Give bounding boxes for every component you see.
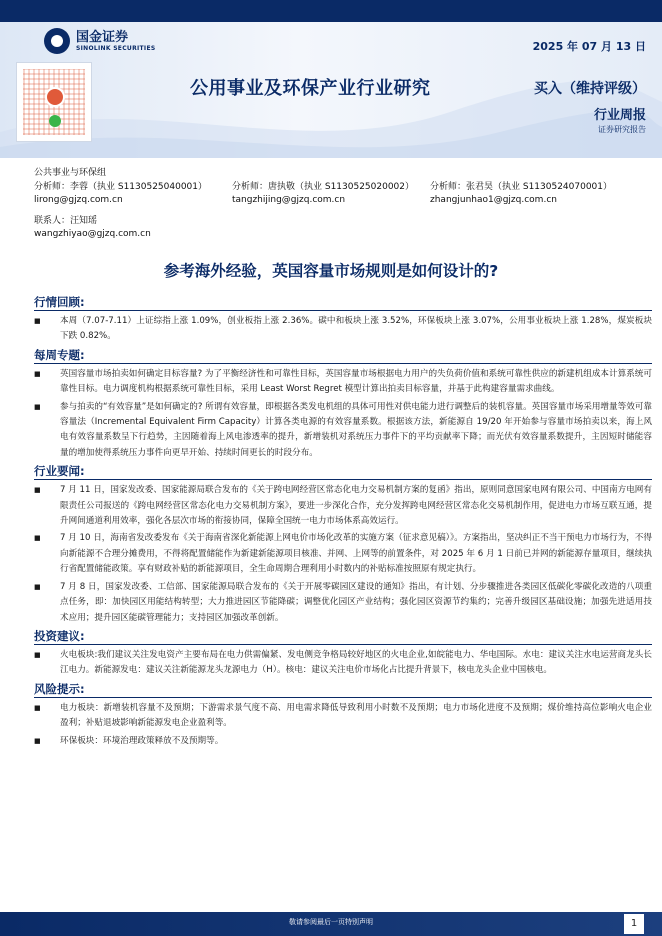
bullet-square-icon: ■ [34, 582, 41, 591]
list-item-text: 7 月 11 日，国家发改委、国家能源局联合发布的《关于跨电网经营区常态化电力交易机制方案的复函》指出，原则同意国家电网有限公司、中国南方电网有限责任公司报送的《跨电网经营区常态化电力交易机制方案》，要进一步深化合作，充分发挥跨电网经营区常态化交易机制作用，促进电力市场互联互通，提升网间通道利用效率，强化各层次市场的衔接协同，保障全国统一电力市场体系高效运行。 [60, 485, 652, 527]
analyst-email[interactable]: lirong@gjzq.com.cn [34, 195, 123, 205]
report-date: 2025 年 07 月 13 日 [532, 40, 646, 53]
list-item-text: 7 月 8 日，国家发改委、工信部、国家能源局联合发布的《关于开展零碳园区建设的通知》指出，有计划、分步骤推进各类园区低碳化零碳化改造的八项重点任务，即：加快园区用能结构转型；大力推进园区节能降碳；调整优化园区产业结构；强化园区资源节约集约；完善升级园区基础设施；加强先进适用技术应用；提升园区能碳管理能力；支持园区加强改革创新。 [60, 581, 652, 623]
rating: 买入（维持评级） [534, 81, 646, 97]
list-item-text: 电力板块：新增装机容量不及预期；下游需求景气度不高、用电需求降低导致利用小时数不及预期；电力市场化进度不及预期；煤价维持高位影响火电企业盈利；补贴退坡影响新能源发电企业盈利等。 [60, 702, 652, 729]
list-item [34, 734, 652, 749]
report-category: 证券研究报告 [598, 125, 646, 134]
section-divider [34, 479, 652, 480]
contact-block [34, 215, 644, 241]
header-stripe [0, 0, 662, 22]
bullet-square-icon: ■ [34, 736, 41, 745]
section-divider [34, 310, 652, 311]
list-item-text: 火电板块:我们建议关注发电资产主要布局在电力供需偏紧、发电侧竞争格局较好地区的火电企业,如皖能电力、华电国际。水电：建议关注水电运营商龙头长江电力。新能源发电：建议关注新能源龙头龙源电力（H）。核电：建议关注电价市场化占比提升背景下，核电龙头企业中国核电。 [60, 649, 652, 676]
analyst-email[interactable]: zhangjunhao1@gjzq.com.cn [430, 195, 557, 205]
bullet-square-icon: ■ [34, 486, 41, 495]
wechat-icon [49, 115, 61, 127]
bullet-square-icon: ■ [34, 703, 41, 712]
report-type: 行业周报 [593, 108, 646, 123]
analyst-name: 分析师：李蓉（执业 S1130525040001） [34, 182, 208, 192]
analyst-block [34, 167, 644, 241]
list-item [34, 580, 652, 626]
list-item [34, 400, 652, 462]
analyst-card [232, 181, 430, 207]
sector-name: 公共事业与环保组 [34, 168, 107, 178]
report-headline: 参考海外经验，英国容量市场规则是如何设计的? [163, 262, 499, 280]
list-item-text: 环保板块：环境治理政策释放不及预期等。 [60, 735, 224, 746]
analyst-email[interactable]: tangzhijing@gjzq.com.cn [232, 195, 346, 205]
section-title-risk: 风险提示: [34, 681, 85, 696]
company-logo [44, 28, 155, 54]
bullet-square-icon: ■ [34, 317, 41, 325]
list-item-text: 本周（7.07-7.11）上证综指上涨 1.09%，创业板指上涨 2.36%。碳中和板块上涨 3.52%，环保板块上涨 3.07%，公用事业板块上涨 1.28%，煤炭板块下跌 0.82%。 [60, 316, 652, 342]
section-title-market: 行情回顾: [34, 295, 85, 309]
list-item [34, 367, 652, 398]
list-item [34, 531, 652, 577]
section-divider [34, 644, 652, 645]
bullet-square-icon: ■ [34, 650, 41, 659]
logo-name-cn: 国金证券 [76, 29, 129, 45]
list-item-text: 参与拍卖的“有效容量”是如何确定的? 所谓有效容量，即根据各类发电机组的具体可用性对供电能力进行调整后的装机容量。英国容量市场采用增量等效可靠容量法（Incremental Equivalent Firm Capacity）计算各类电源的有效容量系数。根据该方法，新能源自 19/20 年开始参与容量市场拍卖以来，海上风电有效容量系数呈下行趋势，主因随着海上风电渗透率的提升，新增装机对系统压力事件下的平均贡献率下降；而光伏有效容量系数提升，主因短时储能容量的增加使得系统压力事件向更早开始、持续时间更长的时段分布。 [60, 401, 652, 458]
section-title-investment: 投资建议: [34, 628, 85, 643]
analyst-row [34, 181, 644, 207]
logo-mark-icon [44, 28, 70, 54]
list-item-text: 英国容量市场拍卖如何确定目标容量? 为了平衡经济性和可靠性目标，英国容量市场根据电力用户的失负荷价值和系统可靠性供应的新建机组成本计算系统可靠性目标。电力调度机构根据系统可靠性目标，采用 Least Worst Regret 模型计算出拍卖目标容量，并基于此构建容量需求曲线。 [60, 368, 652, 395]
list-item-text: 7 月 10 日，海南省发改委发布《关于海南省深化新能源上网电价市场化改革的实施方案（征求意见稿）》。方案指出，坚决纠正不当干预电力市场行为，不得向新能源不合理分摊费用，不得将配置储能作为新建新能源项目核准、并网、上网等的前置条件，对 2025 年 6 月 1 日前已并网的新能源存量项目，继续执行省配置储能政策。享有财政补贴的新能源项目，全生命周期合理利用小时数内的补贴标准按照原有规定执行。 [60, 533, 652, 575]
section-divider [34, 363, 652, 364]
list-item [34, 314, 652, 345]
list-item [34, 701, 652, 732]
bullet-square-icon: ■ [34, 402, 41, 411]
list-item [34, 483, 652, 529]
bullet-square-icon: ■ [34, 534, 41, 543]
report-body [34, 294, 652, 751]
analyst-card [34, 181, 232, 207]
list-item [34, 648, 652, 679]
qr-center-logo-icon [45, 87, 65, 107]
bullet-square-icon: ■ [34, 369, 41, 378]
page-number: 1 [624, 914, 644, 934]
qr-code [16, 62, 92, 142]
report-title: 公用事业及环保产业行业研究 [190, 78, 431, 99]
contact-email[interactable]: wangzhiyao@gjzq.com.cn [34, 229, 151, 239]
section-title-weekly: 每周专题: [34, 347, 85, 362]
section-title-industry: 行业要闻: [34, 464, 85, 479]
contact-name: 联系人：汪知瑶 [34, 216, 98, 226]
footer-disclaimer: 敬请参阅最后一页特别声明 [289, 918, 373, 926]
analyst-name: 分析师：张君昊（执业 S1130524070001） [430, 182, 613, 192]
section-divider [34, 697, 652, 698]
logo-name-en: SINOLINK SECURITIES [76, 44, 156, 52]
analyst-card [430, 181, 628, 207]
analyst-name: 分析师：唐执敬（执业 S1130525020002） [232, 182, 415, 192]
